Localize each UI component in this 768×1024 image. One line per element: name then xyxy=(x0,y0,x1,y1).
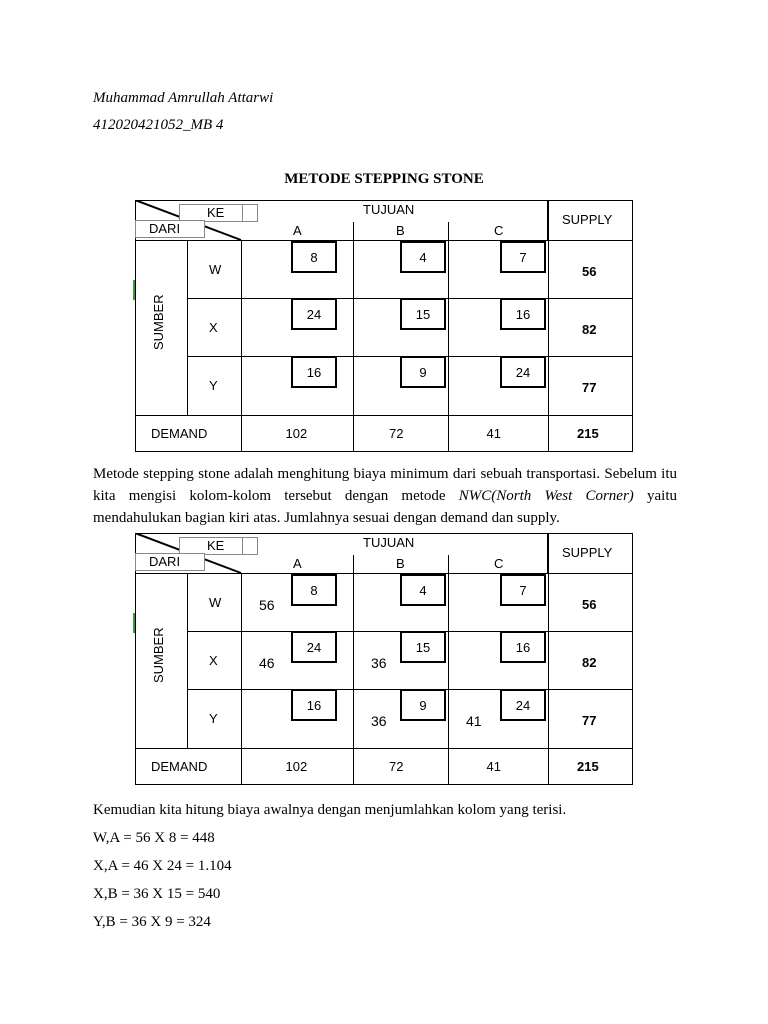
cost-box: 9 xyxy=(400,356,446,388)
supply-value: 77 xyxy=(582,380,597,395)
cost-box: 9 xyxy=(400,689,446,721)
demand-label: DEMAND xyxy=(151,759,208,774)
margin-mark xyxy=(133,280,135,300)
demand-value: 41 xyxy=(486,759,501,774)
dari-label: DARI xyxy=(149,221,181,236)
column-label: B xyxy=(396,223,405,238)
calc-line: X,B = 36 X 15 = 540 xyxy=(93,886,221,902)
page-title: METODE STEPPING STONE xyxy=(284,171,484,187)
total-value: 215 xyxy=(577,426,599,441)
demand-label: DEMAND xyxy=(151,426,208,441)
cost-box: 4 xyxy=(400,241,446,273)
header-input-box xyxy=(242,537,258,555)
calc-line: W,A = 56 X 8 = 448 xyxy=(93,830,215,846)
cost-box: 7 xyxy=(500,241,546,273)
paragraph-cost: Kemudian kita hitung biaya awalnya dengan menjumlahkan kolom yang terisi. xyxy=(93,802,567,818)
cost-box: 15 xyxy=(400,631,446,663)
demand-value: 41 xyxy=(486,426,501,441)
supply-value: 77 xyxy=(582,713,597,728)
cost-box: 24 xyxy=(500,689,546,721)
ke-label: KE xyxy=(207,538,225,553)
supply-label: SUPPLY xyxy=(562,212,613,227)
sumber-label: SUMBER xyxy=(151,627,166,683)
header-input-box xyxy=(242,204,258,222)
cost-box: 4 xyxy=(400,574,446,606)
column-label: A xyxy=(293,223,302,238)
demand-value: 72 xyxy=(389,426,404,441)
margin-mark xyxy=(133,613,135,633)
column-divider xyxy=(448,222,449,241)
ke-label: KE xyxy=(207,205,225,220)
cost-box: 7 xyxy=(500,574,546,606)
supply-value: 82 xyxy=(582,322,597,337)
allocation-value: 36 xyxy=(371,655,387,671)
column-label: B xyxy=(396,556,405,571)
row-label: W xyxy=(209,262,222,277)
sumber-label: SUMBER xyxy=(151,294,166,350)
supply-value: 56 xyxy=(582,264,597,279)
tujuan-label: TUJUAN xyxy=(363,202,415,217)
column-divider xyxy=(448,555,449,574)
calc-line: Y,B = 36 X 9 = 324 xyxy=(93,914,211,930)
student-id: 412020421052_MB 4 xyxy=(93,117,224,133)
cost-box: 16 xyxy=(500,631,546,663)
allocation-value: 41 xyxy=(466,713,482,729)
allocation-value: 46 xyxy=(259,655,275,671)
column-label: C xyxy=(494,223,504,238)
cost-box: 16 xyxy=(291,356,337,388)
cost-box: 16 xyxy=(500,298,546,330)
supply-value: 82 xyxy=(582,655,597,670)
calc-line: X,A = 46 X 24 = 1.104 xyxy=(93,858,232,874)
allocation-value: 56 xyxy=(259,597,275,613)
row-label: Y xyxy=(209,378,218,393)
cost-box: 16 xyxy=(291,689,337,721)
allocation-value: 36 xyxy=(371,713,387,729)
transport-table-nwc xyxy=(135,533,633,785)
demand-value: 102 xyxy=(285,759,308,774)
demand-value: 72 xyxy=(389,759,404,774)
column-divider xyxy=(353,222,354,241)
author-name: Muhammad Amrullah Attarwi xyxy=(93,90,274,106)
supply-label: SUPPLY xyxy=(562,545,613,560)
row-label: W xyxy=(209,595,222,610)
row-label: Y xyxy=(209,711,218,726)
total-value: 215 xyxy=(577,759,599,774)
cost-box: 24 xyxy=(500,356,546,388)
transport-table-initial xyxy=(135,200,633,452)
column-label: A xyxy=(293,556,302,571)
cost-box: 24 xyxy=(291,298,337,330)
cost-box: 8 xyxy=(291,241,337,273)
cost-box: 8 xyxy=(291,574,337,606)
cost-box: 24 xyxy=(291,631,337,663)
row-label: X xyxy=(209,320,218,335)
tujuan-label: TUJUAN xyxy=(363,535,415,550)
column-label: C xyxy=(494,556,504,571)
dari-label: DARI xyxy=(149,554,181,569)
demand-value: 102 xyxy=(285,426,308,441)
paragraph-intro: Metode stepping stone adalah menghitung biaya minimum dari sebuah transportasi. Sebelum itu kita mengisi kolom-kolom tersebut dengan metode NWC(North West Corner) yaitu mendahulukan bagian kiri atas. Jumlahnya sesuai dengan demand dan supply. xyxy=(93,466,677,526)
column-divider xyxy=(353,555,354,574)
cost-box: 15 xyxy=(400,298,446,330)
row-label: X xyxy=(209,653,218,668)
supply-value: 56 xyxy=(582,597,597,612)
